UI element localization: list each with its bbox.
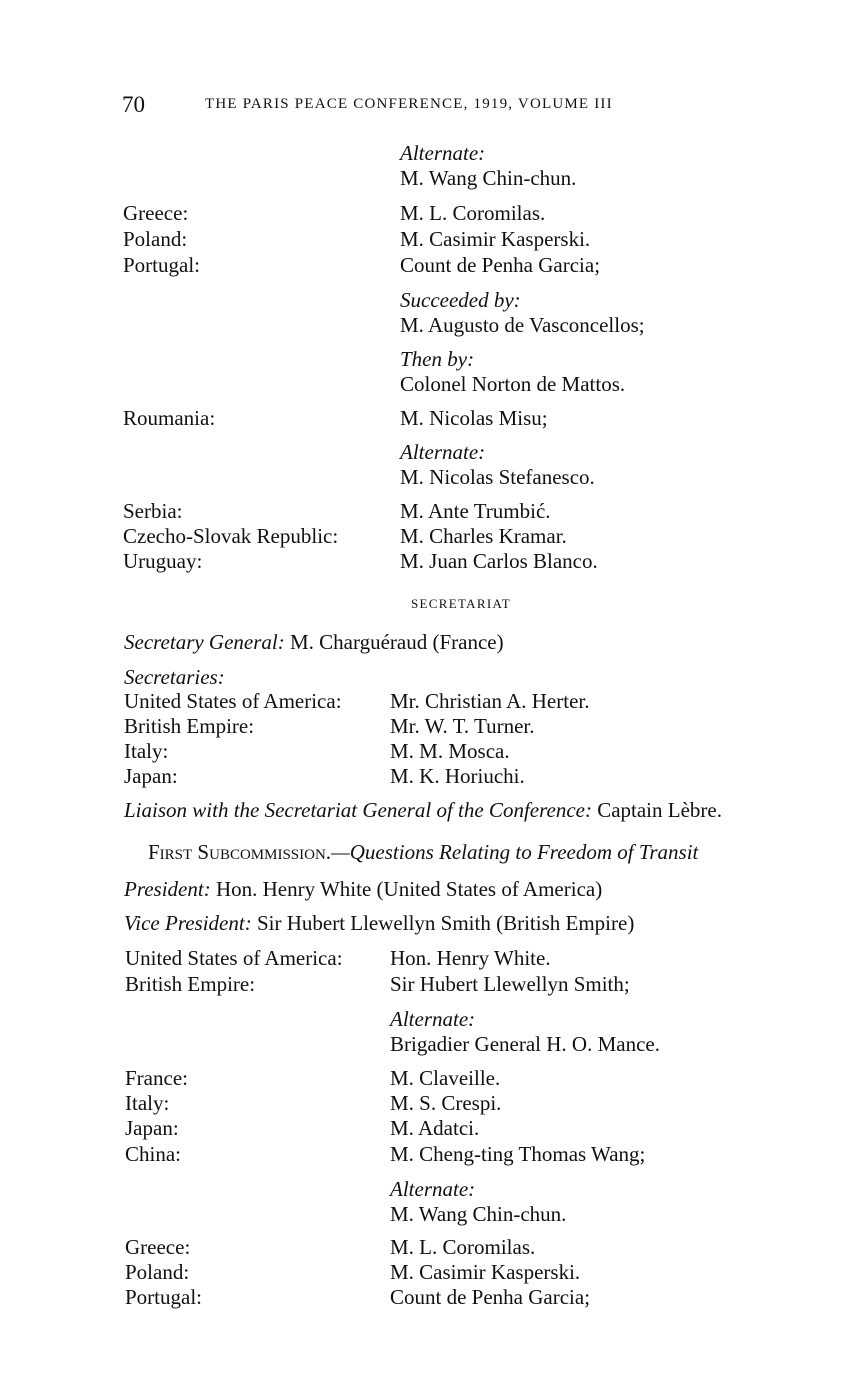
delegate-name: M. Augusto de Vasconcellos;	[400, 313, 645, 337]
alternate-label: Alternate:	[400, 141, 486, 165]
secretary-general-label: Secretary General:	[124, 630, 285, 654]
vice-president-label: Vice President:	[124, 911, 252, 935]
country-label: Poland:	[123, 227, 188, 251]
country-label: Japan:	[124, 764, 178, 788]
country-label: Greece:	[125, 1235, 191, 1259]
delegate-name: M. L. Coromilas.	[390, 1235, 536, 1259]
delegate-name: M. Casimir Kasperski.	[390, 1260, 581, 1284]
country-label: British Empire:	[124, 714, 255, 738]
delegate-name: M. Claveille.	[390, 1066, 501, 1090]
country-label: Japan:	[125, 1116, 179, 1140]
secretary-name: M. K. Horiuchi.	[390, 764, 525, 788]
delegate-name: Sir Hubert Llewellyn Smith;	[390, 972, 630, 996]
delegate-name: M. Juan Carlos Blanco.	[400, 549, 598, 573]
country-label: Czecho-Slovak Republic:	[123, 524, 339, 548]
page-number: 70	[122, 92, 145, 117]
liaison-line	[124, 798, 722, 822]
secretary-name: Mr. W. T. Turner.	[390, 714, 535, 738]
section-heading-secretariat: SECRETARIAT	[411, 596, 511, 611]
subcommission-title-caps: First Subcommission.	[148, 840, 332, 864]
country-label: Portugal:	[125, 1285, 202, 1309]
country-label: Greece:	[123, 201, 189, 225]
country-label: Italy:	[125, 1091, 170, 1115]
delegate-name: Colonel Norton de Mattos.	[400, 372, 626, 396]
country-label: Roumania:	[123, 406, 216, 430]
liaison-name: Captain Lèbre.	[597, 798, 722, 822]
country-label: Serbia:	[123, 499, 183, 523]
delegate-name: M. Ante Trumbić.	[400, 499, 551, 523]
delegate-name: M. Cheng-ting Thomas Wang;	[390, 1142, 646, 1166]
president-label: President:	[124, 877, 211, 901]
delegate-name: Count de Penha Garcia;	[400, 253, 601, 277]
delegate-name: M. Wang Chin-chun.	[390, 1202, 567, 1226]
delegate-name: Hon. Henry White.	[390, 946, 551, 970]
delegate-name: M. Nicolas Misu;	[400, 406, 548, 430]
subcommission-title	[148, 840, 698, 864]
delegate-name: Brigadier General H. O. Mance.	[390, 1032, 660, 1056]
alternate-label: Alternate:	[390, 1007, 476, 1031]
vice-president-name: Sir Hubert Llewellyn Smith (British Empire)	[256, 911, 635, 935]
country-label: United States of America:	[124, 689, 342, 713]
alternate-label: Alternate:	[390, 1177, 476, 1201]
secretary-name: Mr. Christian A. Herter.	[390, 689, 590, 713]
president-name: Hon. Henry White (United States of America)	[215, 877, 603, 901]
country-label: Uruguay:	[123, 549, 203, 573]
alternate-label: Alternate:	[400, 440, 486, 464]
delegate-name: M. L. Coromilas.	[400, 201, 546, 225]
secretary-general-name: M. Charguéraud (France)	[290, 630, 504, 654]
country-label: France:	[125, 1066, 188, 1090]
delegate-name: M. Nicolas Stefanesco.	[400, 465, 595, 489]
then-label: Then by:	[400, 347, 475, 371]
country-label: Italy:	[124, 739, 169, 763]
delegate-name: M. S. Crespi.	[390, 1091, 502, 1115]
delegate-name: M. Charles Kramar.	[400, 524, 567, 548]
vice-president-line	[124, 911, 634, 935]
subcommission-title-subject: —Questions Relating to Freedom of Transit	[331, 840, 699, 864]
secretaries-label: Secretaries:	[124, 665, 225, 689]
secretary-name: M. M. Mosca.	[390, 739, 510, 763]
president-line	[124, 877, 602, 901]
running-title: THE PARIS PEACE CONFERENCE, 1919, VOLUME III	[205, 96, 613, 112]
delegate-name: M. Casimir Kasperski.	[400, 227, 591, 251]
secretary-general-line	[124, 630, 504, 654]
country-label: British Empire:	[125, 972, 256, 996]
country-label: Poland:	[125, 1260, 190, 1284]
country-label: China:	[125, 1142, 181, 1166]
country-label: United States of America:	[125, 946, 343, 970]
delegate-name: M. Adatci.	[390, 1116, 480, 1140]
delegate-name: Count de Penha Garcia;	[390, 1285, 591, 1309]
delegate-name: M. Wang Chin-chun.	[400, 166, 577, 190]
succeeded-label: Succeeded by:	[400, 288, 521, 312]
liaison-label: Liaison with the Secretariat General of the Conference:	[124, 798, 592, 822]
country-label: Portugal:	[123, 253, 200, 277]
